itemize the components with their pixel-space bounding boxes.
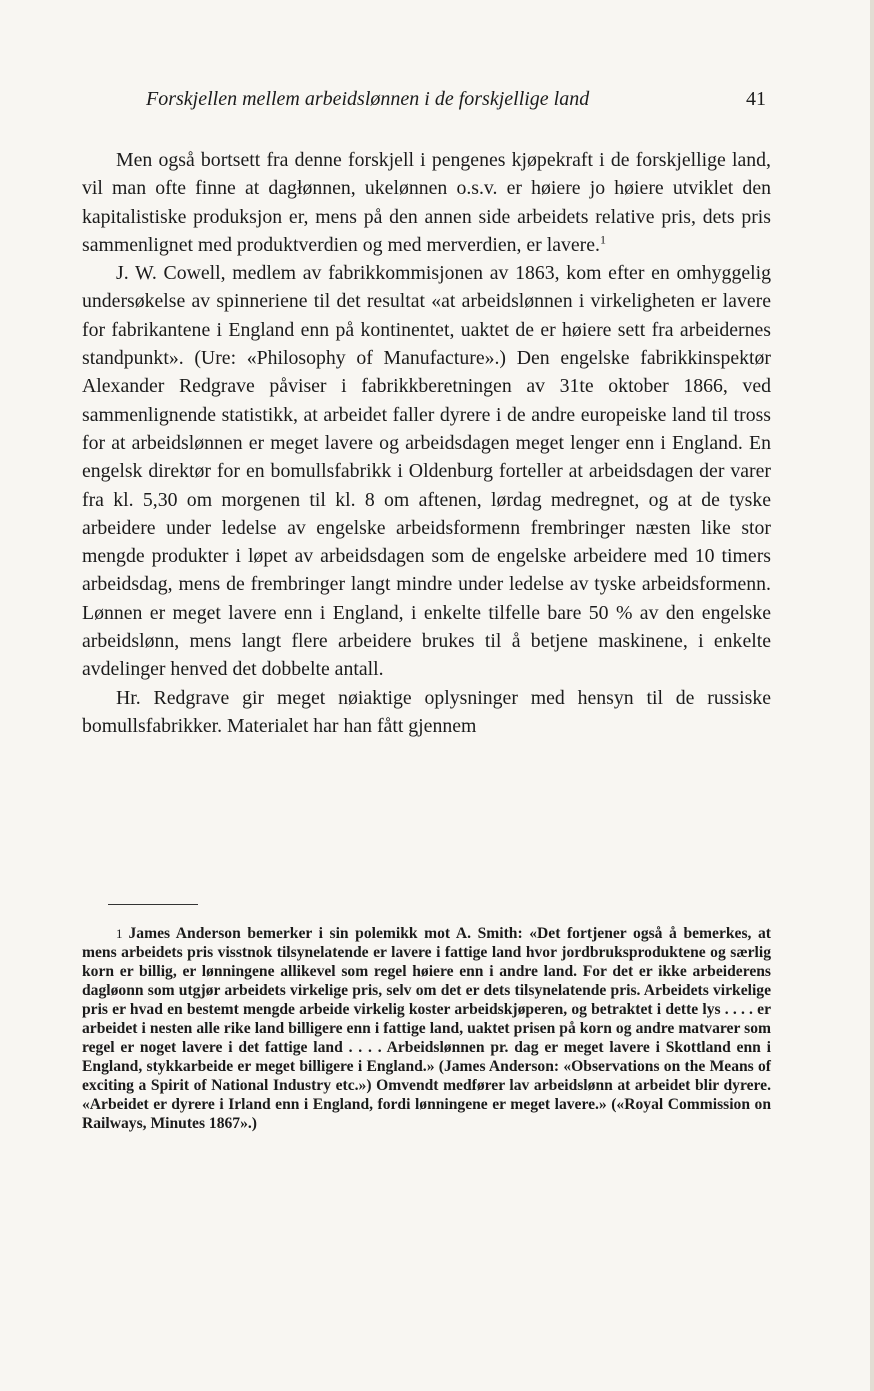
- footnote: [82, 924, 771, 1134]
- page-number: 41: [746, 88, 766, 110]
- footnote-text: James Anderson bemerker i sin polemikk mot A. Smith: «Det fortjener også å bemerkes, at mens arbeidets pris visstnok tilsynelatende er lavere i fattige land hvor jordbruksproduktene og særlig korn er billig, er lønningene allikevel som regel høiere enn i andre land. For det er ikke arbeiderens dagløonn som utgjør arbeidets virkelige pris, selv om det er dets tilsynelatende pris. Arbeidets virkelige pris er hvad en bestemt mengde arbeide virkelig koster arbeidskjøperen, og betraktet i dette lys . . . . er arbeidet i nesten alle rike land billigere enn i fattige land, uaktet prisen på korn og andre matvarer som regel er noget lavere i det fattige land . . . . Arbeidslønnen pr. dag er meget lavere i Skottland enn i England, stykkarbeide er meget billigere i England.» (James Anderson: «Observations on the Means of exciting a Spirit of National Industry etc.») Omvendt medfører lav arbeidslønn at arbeidet blir dyrere. «Arbeidet er dyrere i Irland enn i England, fordi lønningene er meget lavere.» («Royal Commission on Railways, Minutes 1867».): [82, 925, 771, 1133]
- paragraph-2: J. W. Cowell, medlem av fabrikkommisjonen av 1863, kom efter en omhyggelig undersøkelse av spinneriene til det resultat «at arbeidslønnen i virkeligheten er lavere for fabrikantene i England enn på kontinentet, uaktet de er høiere sett fra arbeidernes standpunkt». (Ure: «Philosophy of Manufacture».) Den engelske fabrikkinspektør Alexander Redgrave påviser i fabrikkberetningen av 31te oktober 1866, ved sammenlignende statistikk, at arbeidet faller dyrere i de andre europeiske land til tross for at arbeidslønnen er meget lavere og arbeidsdagen meget lenger enn i England. En engelsk direktør for en bomullsfabrikk i Oldenburg forteller at arbeidsdagen der varer fra kl. 5,30 om morgenen til kl. 8 om aftenen, lørdag medregnet, og at de tyske arbeidere under ledelse av engelske arbeidsformenn frembringer næsten like stor mengde produkter i løpet av arbeidsdagen som de engelske arbeidere med 10 timers arbeidsdag, mens de frembringer langt mindre under ledelse av tyske arbeidsformenn. Lønnen er meget lavere enn i England, i enkelte tilfelle bare 50 % av den engelske arbeidslønn, mens langt flere arbeidere brukes til å betjene maskinene, i enkelte avdelinger henved det dobbelte antall.: [82, 262, 771, 681]
- paragraph-1: Men også bortsett fra denne forskjell i pengenes kjøpekraft i de forskjellige land, vil man ofte finne at dagłønnen, ukelønnen o.s.v. er høiere jo høiere utviklet den kapitalistiske produksjon er, mens på den annen side arbeidets relative pris, dets pris sammenlignet med produktverdien og med merverdien, er lavere.$^1$: [82, 149, 771, 256]
- body-text: [82, 146, 771, 740]
- footnote-reference: 1: [599, 232, 606, 247]
- running-head: [146, 88, 766, 118]
- footnote-marker: 1: [116, 926, 123, 941]
- footnote-divider: [108, 904, 198, 905]
- paragraph-3: Hr. Redgrave gir meget nøiaktige oplysninger med hensyn til de russiske bomullsfabrikker. Materialet har han fått gjennem: [82, 686, 771, 737]
- chapter-title: Forskjellen mellem arbeidslønnen i de forskjellige land: [146, 88, 590, 110]
